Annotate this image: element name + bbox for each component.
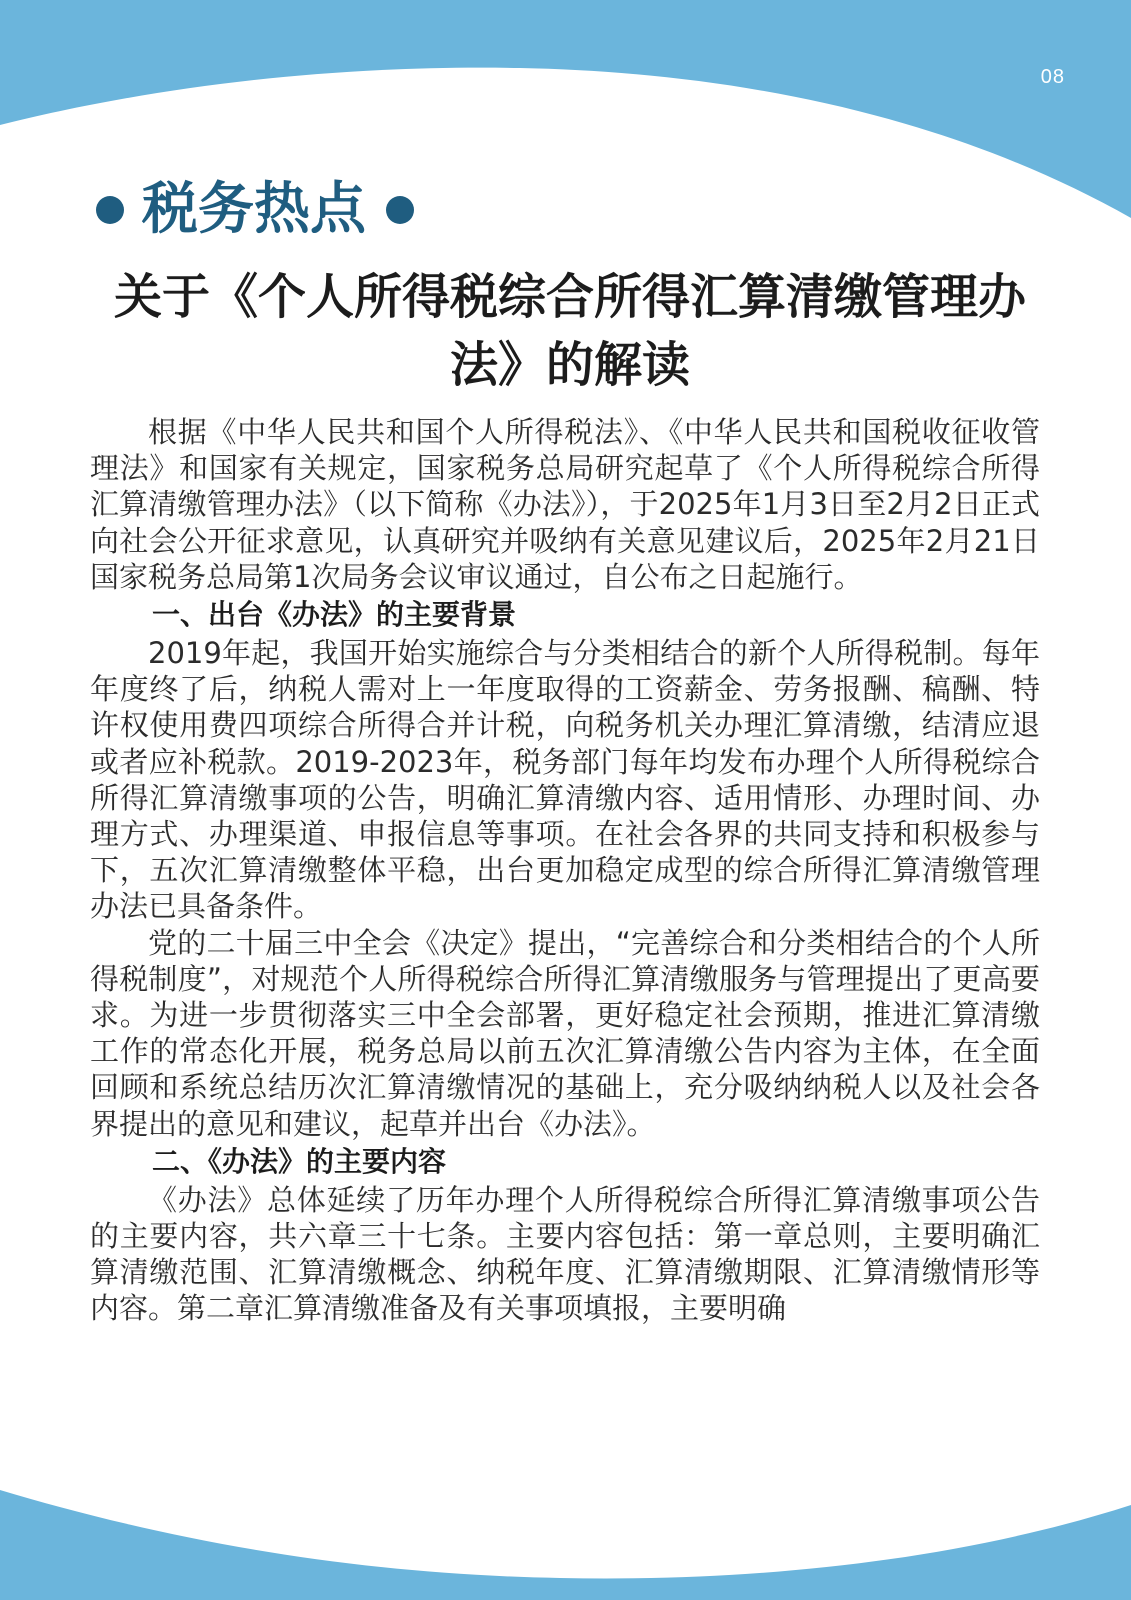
section-tag-label: 税务热点 xyxy=(142,177,366,242)
bullet-dot-icon xyxy=(386,196,414,224)
article-body xyxy=(90,414,1040,1327)
body-paragraph: 2019年起，我国开始实施综合与分类相结合的新个人所得税制。每年年度终了后，纳税人需对上一年度取得的工资薪金、劳务报酬、稿酬、特许权使用费四项综合所得合并计税，向税务机关办理汇算清缴，结清应退或者应补税款。2019-2023年，税务部门每年均发布办理个人所得税综合所得汇算清缴事项的公告，明确汇算清缴内容、适用情形、办理时间、办理方式、办理渠道、申报信息等事项。在社会各界的共同支持和积极参与下，五次汇算清缴整体平稳，出台更加稳定成型的综合所得汇算清缴管理办法已具备条件。 xyxy=(90,636,1040,924)
page-number: 08 xyxy=(1040,66,1065,88)
intro-paragraph: 根据《中华人民共和国个人所得税法》、《中华人民共和国税收征收管理法》和国家有关规定，国家税务总局研究起草了《个人所得税综合所得汇算清缴管理办法》（以下简称《办法》），于2025年1月3日至2月2日正式向社会公开征求意见，认真研究并吸纳有关意见建议后，2025年2月21日国家税务总局第1次局务会议审议通过，自公布之日起施行。 xyxy=(90,415,1040,594)
section-heading: 二、《办法》的主要内容 xyxy=(152,1144,447,1178)
article-title: 关于《个人所得税综合所得汇算清缴管理办法》的解读 xyxy=(113,269,1026,393)
body-paragraph: 党的二十届三中全会《决定》提出，“完善综合和分类相结合的个人所得税制度”，对规范个人所得税综合所得汇算清缴服务与管理提出了更高要求。为进一步贯彻落实三中全会部署，更好稳定社会预期，推进汇算清缴工作的常态化开展，税务总局以前五次汇算清缴公告内容为主体，在全面回顾和系统总结历次汇算清缴情况的基础上，充分吸纳纳税人以及社会各界提出的意见和建议，起草并出台《办法》。 xyxy=(90,925,1040,1141)
body-paragraph: 《办法》总体延续了历年办理个人所得税综合所得汇算清缴事项公告的主要内容，共六章三十七条。主要内容包括：第一章总则，主要明确汇算清缴范围、汇算清缴概念、纳税年度、汇算清缴期限、汇算清缴情形等内容。第二章汇算清缴准备及有关事项填报，主要明确 xyxy=(90,1182,1040,1326)
section-tag xyxy=(96,175,414,245)
bottom-wave-band xyxy=(0,1490,1131,1600)
bullet-dot-icon xyxy=(96,196,124,224)
section-heading: 一、出台《办法》的主要背景 xyxy=(152,598,517,632)
